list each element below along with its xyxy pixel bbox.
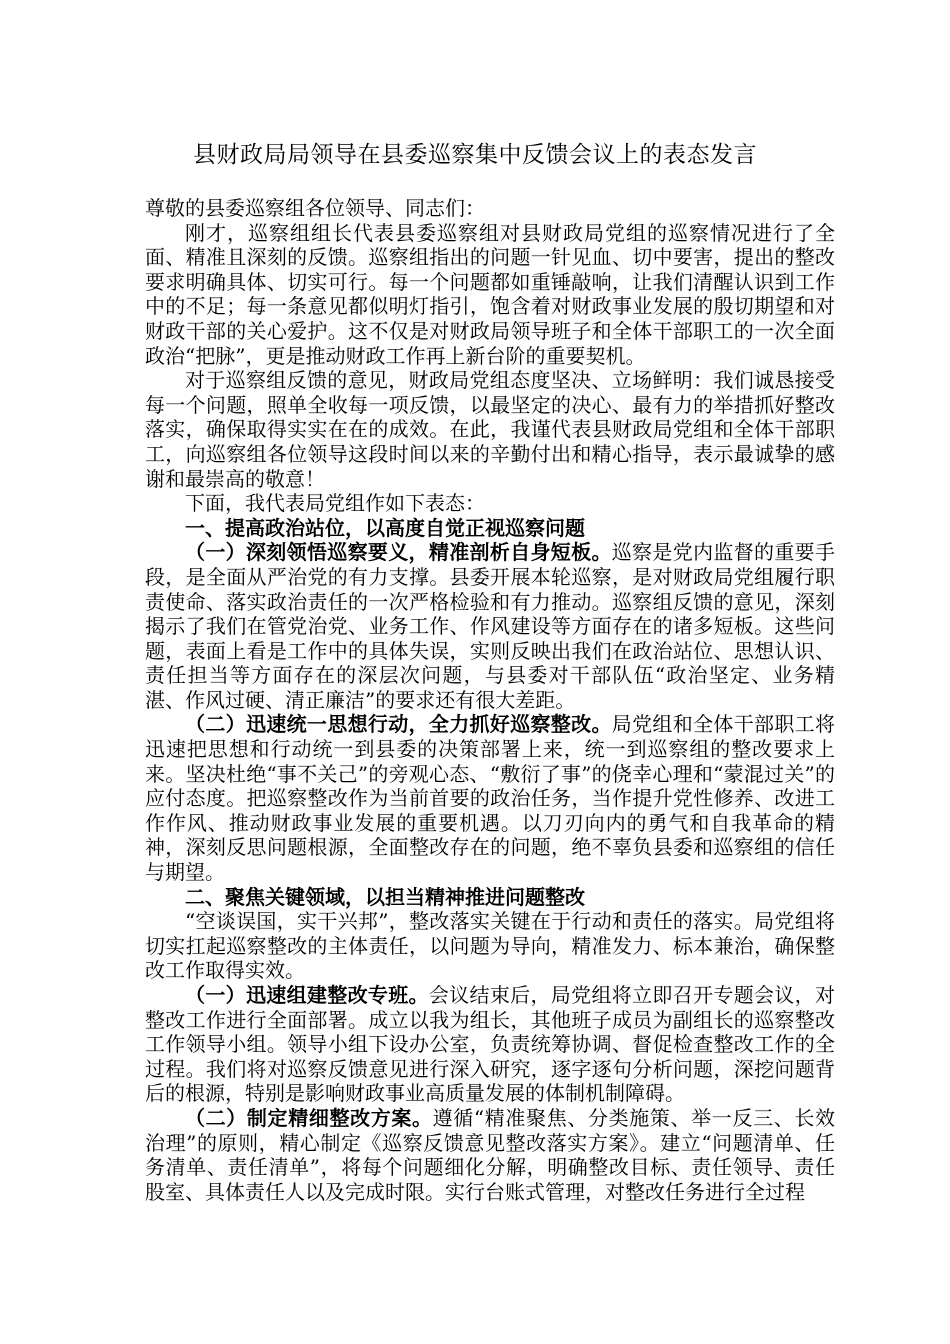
- paragraph: [145, 221, 835, 369]
- paragraph-text: 下面，我代表局党组作如下表态：: [185, 491, 485, 516]
- paragraph: [145, 540, 835, 712]
- bold-lead: 一、提高政治站位，以高度自觉正视巡察问题: [185, 515, 585, 540]
- paragraph-text: 局党组和全体干部职工将迅速把思想和行动统一到县委的决策部署上来，统一到巡察组的整改要求上来。坚决杜绝“事不关己”的旁观心态、“敷衍了事”的侥幸心理和“蒙混过关”的应付态度。把巡察整改作为当前首要的政治任务，当作提升党性修养、改进工作作风、推动财政事业发展的重要机遇。以刀刃向内的勇气和自我革命的精神，深刻反思问题根源，全面整改存在的问题，绝不辜负县委和巡察组的信任与期望。: [145, 712, 836, 885]
- paragraph-text: 会议结束后，局党组将立即召开专题会议，对整改工作进行全面部署。成立以我为组长，其他班子成员为副组长的巡察整改工作领导小组。领导小组下设办公室，负责统筹协调、督促检查整改工作的全过程。我们将对巡察反馈意见进行深入研究，逐字逐句分析问题，深挖问题背后的根源，特别是影响财政事业高质量发展的体制机制障碍。: [145, 983, 836, 1106]
- paragraph-list: [145, 221, 835, 1205]
- paragraph: [145, 909, 835, 983]
- paragraph-text: 巡察是党内监督的重要手段，是全面从严治党的有力支撑。县委开展本轮巡察，是对财政局党组履行职责使命、落实政治责任的一次严格检验和有力推动。巡察组反馈的意见，深刻揭示了我们在管党治党、业务工作、作风建设等方面存在的诸多短板。这些问题，表面上看是工作中的具体失误，实则反映出我们在政治站位、思想认识、责任担当等方面存在的深层次问题，与县委对干部队伍“政治坚定、业务精湛、作风过硬、清正廉洁”的要求还有很大差距。: [145, 540, 836, 712]
- paragraph: [145, 368, 835, 491]
- greeting: 尊敬的县委巡察组各位领导、同志们：: [145, 196, 485, 220]
- paragraph: [145, 1106, 835, 1204]
- paragraph-text: 遵循“精准聚焦、分类施策、举一反三、长效治理”的原则，精心制定《巡察反馈意见整改落实方案》。建立“问题清单、任务清单、责任清单”，将每个问题细化分解，明确整改目标、责任领导、责任股室、具体责任人以及完成时限。实行台账式管理，对整改任务进行全过程: [145, 1105, 835, 1204]
- paragraph-text: “空谈误国，实干兴邦”，整改落实关键在于行动和责任的落实。局党组将切实扛起巡察整改的主体责任，以问题为导向，精准发力、标本兼治，确保整改工作取得实效。: [145, 909, 835, 983]
- paragraph: [145, 983, 835, 1106]
- paragraph: [145, 712, 835, 884]
- paragraph: [145, 491, 835, 516]
- bold-lead: 二、聚焦关键领域，以担当精神推进问题整改: [185, 884, 585, 909]
- section-heading: [145, 516, 835, 541]
- section-heading: [145, 885, 835, 910]
- paragraph-text: 对于巡察组反馈的意见，财政局党组态度坚决、立场鲜明：我们诚恳接受每一个问题，照单全收每一项反馈，以最坚定的决心、最有力的举措抓好整改落实，确保取得实实在在的成效。在此，我谨代表县财政局党组和全体干部职工，向巡察组各位领导这段时间以来的辛勤付出和精心指导，表示最诚挚的感谢和最崇高的敬意！: [145, 368, 835, 491]
- bold-lead: （一）迅速组建整改专班。: [185, 983, 429, 1007]
- document-body: [145, 196, 835, 1204]
- bold-lead: （一）深刻领悟巡察要义，精准剖析自身短板。: [185, 540, 612, 565]
- bold-lead: （二）迅速统一思想行动，全力抓好巡察整改。: [185, 712, 612, 737]
- document-title: 县财政局局领导在县委巡察集中反馈会议上的表态发言: [193, 142, 757, 168]
- paragraph-text: 刚才，巡察组组长代表县委巡察组对县财政局党组的巡察情况进行了全面、精准且深刻的反馈。巡察组指出的问题一针见血、切中要害，提出的整改要求明确具体、切实可行。每一个问题都如重锤敲响，让我们清醒认识到工作中的不足；每一条意见都似明灯指引，饱含着对财政事业发展的殷切期望和对财政干部的关心爱护。这不仅是对财政局领导班子和全体干部职工的一次全面政治“把脉”，更是推动财政工作再上新台阶的重要契机。: [145, 220, 835, 368]
- bold-lead: （二）制定精细整改方案。: [185, 1105, 433, 1130]
